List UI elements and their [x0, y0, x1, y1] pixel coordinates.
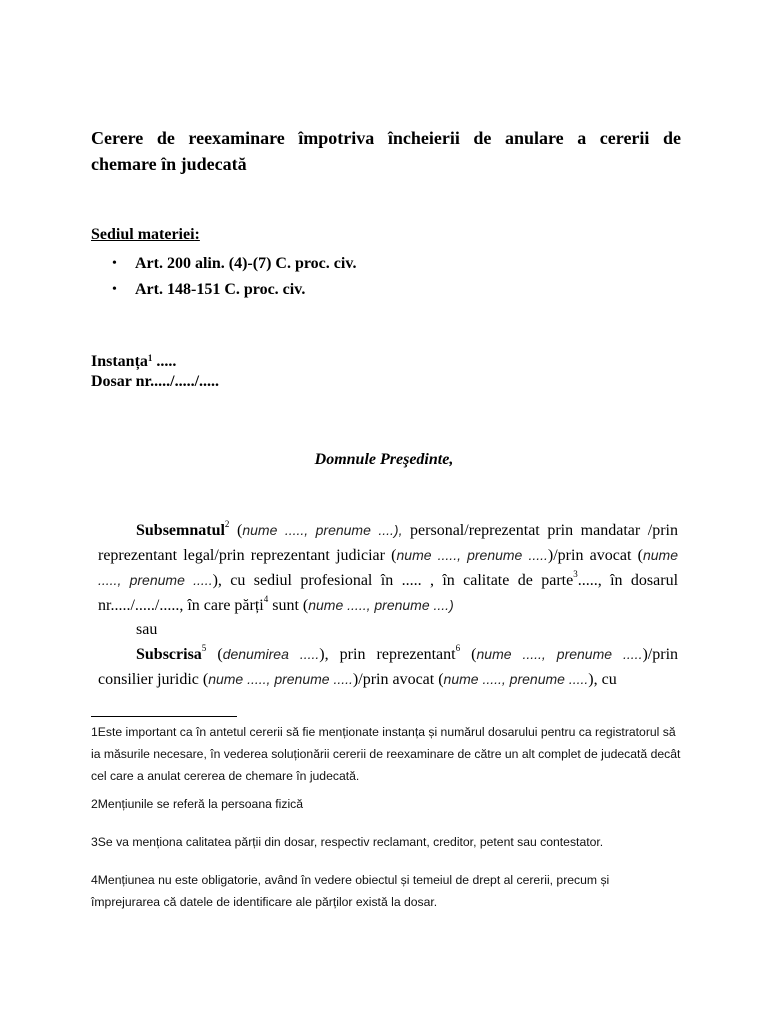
legal-basis-heading-text: Sediul materiei: [91, 226, 195, 243]
court-block: [91, 352, 219, 392]
court-value: .....: [152, 353, 177, 370]
placeholder-text: nume ....., prenume .....: [443, 671, 589, 687]
text-run: personal/reprezentat prin mandatar /prin reprezentant legal/prin reprezentant judiciar (: [98, 522, 678, 564]
title-line-1: Cerere de reexaminare împotriva încheierii de anulare a cererii de: [91, 128, 681, 148]
bullet-icon: •: [112, 256, 117, 271]
footnotes: [91, 721, 681, 913]
court-label: Instanța: [91, 353, 148, 370]
footnote-ref-6: 6: [455, 643, 461, 653]
list-item-text: Art. 200 alin. (4)-(7) C. proc. civ.: [135, 255, 357, 272]
legal-basis-heading-colon: :: [194, 226, 200, 243]
list-item-text: Art. 148-151 C. proc. civ.: [135, 281, 306, 298]
placeholder-text: nume ....., prenume ....),: [242, 522, 403, 538]
footnote-ref-2: 2: [224, 519, 230, 529]
document-body: [98, 518, 678, 692]
paragraph-lead: Subscrisa: [136, 646, 202, 663]
paragraph-legal-entity: [98, 642, 678, 692]
text-run: ....., în dosarul nr...../...../....., în care părți: [98, 572, 679, 614]
text-run: ), cu: [588, 671, 617, 688]
footnote-ref-1: 1: [147, 353, 153, 363]
paragraph-individual: [98, 518, 678, 618]
footnote-1: 1Este important ca în antetul cererii să fie menționate instanța și numărul dosarului pentru ca registratorul să ia măsurile necesare, în vederea soluționării cererii de reexaminare de către un alt complet de judecată decât cel care a anulat cererea de chemare în judecată.: [91, 725, 681, 783]
placeholder-text: nume ....., prenume .....: [208, 671, 353, 687]
text-run: (: [229, 522, 243, 539]
legal-basis-list: [91, 251, 356, 303]
court-line: [91, 352, 219, 372]
footnote-ref-4: 4: [263, 594, 269, 604]
list-item: [91, 277, 356, 303]
placeholder-text: nume ....., prenume .....: [98, 547, 679, 588]
footnote-ref-5: 5: [201, 643, 207, 653]
file-number-line: Dosar nr...../...../.....: [91, 373, 220, 390]
text-run: sunt (: [268, 597, 309, 614]
title-line-2: chemare în judecată: [91, 154, 247, 174]
legal-basis-heading: [91, 225, 200, 245]
placeholder-text: denumirea .....: [222, 646, 320, 662]
text-run: ), cu sediul profesional în ..... , în calitate de parte: [212, 572, 574, 589]
text-run: (: [206, 646, 223, 663]
footnote-ref-3: 3: [573, 569, 578, 579]
text-run: )/prin consilier juridic (: [98, 646, 679, 688]
alternative-separator: sau: [136, 621, 158, 638]
bullet-icon: •: [112, 282, 117, 297]
footnote-4: 4Mențiunea nu este obligatorie, având în vedere obiectul și temeiul de drept al cererii, precum și împrejurarea că datele de identificare ale părților există la dosar.: [91, 873, 610, 909]
list-item: [91, 251, 356, 277]
footnote-3: 3Se va menționa calitatea părții din dosar, respectiv reclamant, creditor, petent sau contestator.: [91, 835, 604, 849]
text-run: )/prin avocat (: [352, 671, 444, 688]
placeholder-text: nume ....., prenume ....): [308, 597, 454, 613]
salutation: Domnule Preşedinte,: [314, 451, 454, 468]
text-run: )/prin avocat (: [547, 547, 643, 564]
footnote-2: 2Mențiunile se referă la persoana fizică: [91, 797, 304, 811]
text-run: ), prin reprezentant: [319, 646, 456, 663]
footnote-separator: [91, 716, 237, 717]
placeholder-text: nume ....., prenume .....: [476, 646, 643, 662]
document-title: [91, 125, 681, 177]
placeholder-text: nume ....., prenume .....: [396, 547, 548, 563]
text-run: (: [460, 646, 477, 663]
paragraph-lead: Subsemnatul: [136, 522, 225, 539]
